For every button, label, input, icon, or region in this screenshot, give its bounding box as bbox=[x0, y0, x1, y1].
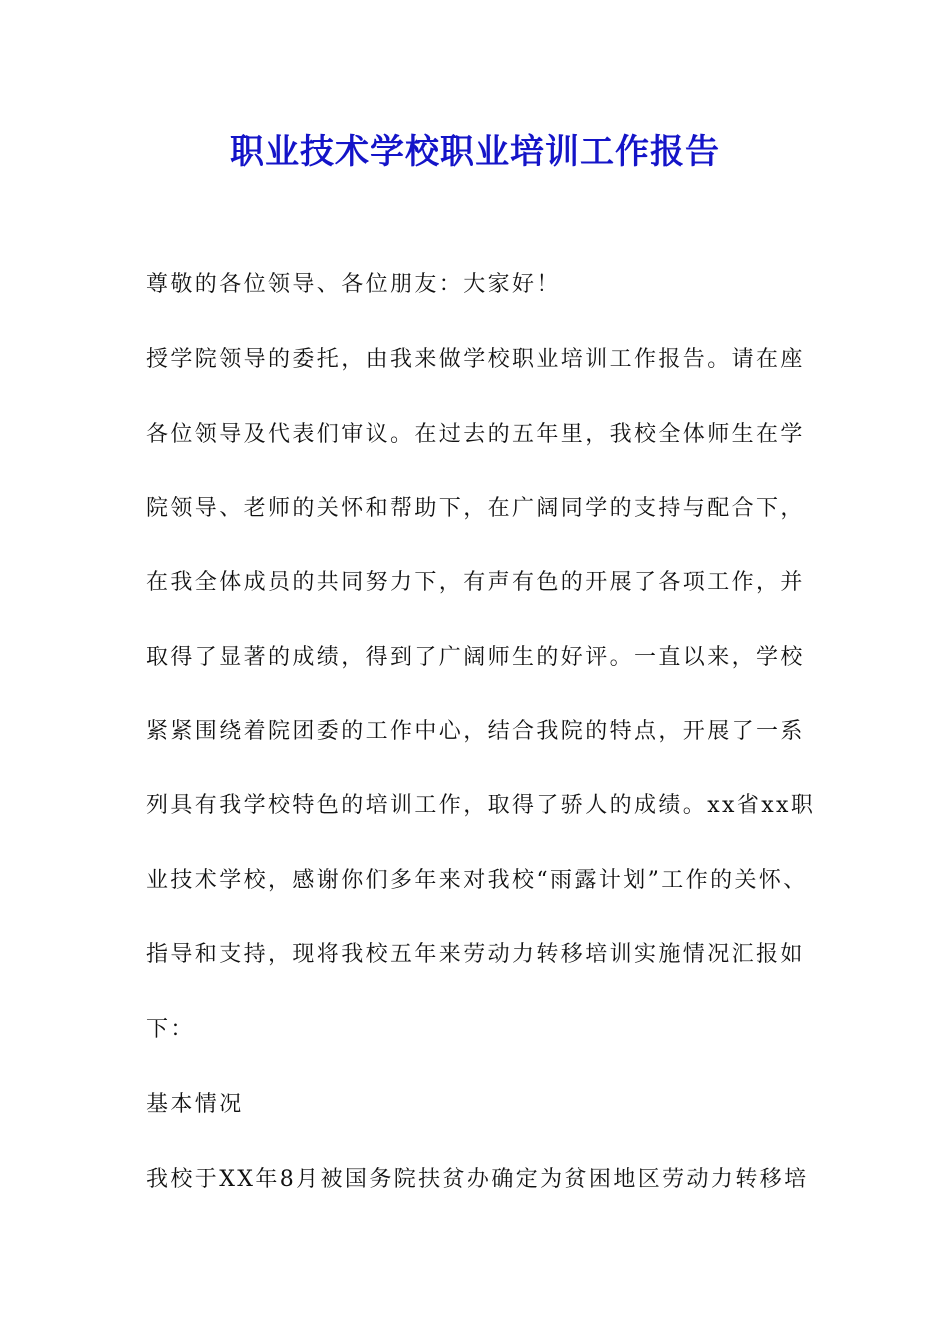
body-line-greeting: 尊敬的各位领导、各位朋友：大家好！ bbox=[146, 272, 561, 297]
document-title: 职业技术学校职业培训工作报告 bbox=[230, 132, 720, 172]
body-line: 下： bbox=[146, 1017, 195, 1042]
body-line: 紧紧围绕着院团委的工作中心，结合我院的特点，开展了一系 bbox=[146, 719, 805, 744]
body-line: 院领导、老师的关怀和帮助下，在广阔同学的支持与配合下， bbox=[146, 496, 805, 521]
body-line: 列具有我学校特色的培训工作，取得了骄人的成绩。xx省xx职 bbox=[146, 793, 816, 818]
body-line: 业技术学校，感谢你们多年来对我校“雨露计划”工作的关怀、 bbox=[146, 868, 808, 893]
body-line: 指导和支持，现将我校五年来劳动力转移培训实施情况汇报如 bbox=[146, 942, 805, 967]
body-line: 各位领导及代表们审议。在过去的五年里，我校全体师生在学 bbox=[146, 422, 805, 447]
body-line: 我校于XX年8月被国务院扶贫办确定为贫困地区劳动力转移培 bbox=[146, 1167, 809, 1192]
body-line: 在我全体成员的共同努力下，有声有色的开展了各项工作，并 bbox=[146, 570, 805, 595]
section-heading: 基本情况 bbox=[146, 1092, 244, 1117]
body-line: 授学院领导的委托，由我来做学校职业培训工作报告。请在座 bbox=[146, 347, 805, 372]
body-line: 取得了显著的成绩，得到了广阔师生的好评。一直以来，学校 bbox=[146, 645, 805, 670]
